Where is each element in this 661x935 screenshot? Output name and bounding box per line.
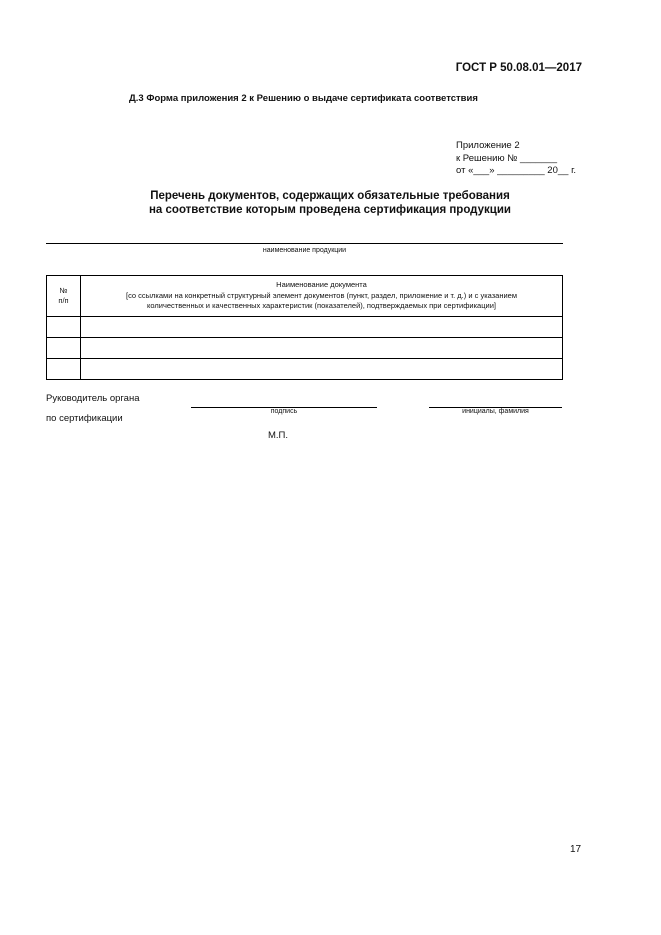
page-number: 17 [570, 844, 582, 855]
table-header-row [47, 276, 563, 317]
document-code: ГОСТ Р 50.08.01—2017 [455, 62, 582, 74]
title-line-2: на соответствие которым проведена сертификация продукции [148, 204, 511, 216]
title-line-1: Перечень документов, содержащих обязательные требования [150, 190, 510, 202]
row-number-cell[interactable] [47, 317, 81, 338]
row-document-cell[interactable] [81, 338, 563, 359]
product-name-line [46, 243, 563, 244]
appendix-line-1: Приложение 2 [456, 140, 520, 151]
table-row [47, 359, 563, 380]
appendix-block [456, 140, 576, 178]
table-row [47, 317, 563, 338]
stamp-placeholder: М.П. [268, 430, 289, 441]
documents-table [46, 275, 563, 380]
row-number-cell[interactable] [47, 338, 81, 359]
signatory-role-line-2: по сертификации [46, 413, 123, 424]
row-document-cell[interactable] [81, 359, 563, 380]
appendix-line-3: от «___» _________ 20__ г. [456, 165, 577, 177]
appendix-line-2: к Решению № _______ [456, 152, 558, 164]
name-caption: инициалы, фамилия [462, 408, 529, 415]
row-number-cell[interactable] [47, 359, 81, 380]
section-title: Д.3 Форма приложения 2 к Решению о выдаче сертификата соответствия [129, 93, 478, 104]
signatory-role-line-1: Руководитель органа [46, 393, 140, 404]
table-row [47, 338, 563, 359]
page-title [60, 189, 600, 217]
column-header-document: Наименование документа [со ссылками на конкретный структурный элемент документов (пункт, раздел, приложение и т. д.) и с указанием количественных и качественных характеристик (показателей), подтверждаемых при сертификации] [81, 276, 563, 317]
signature-caption: подпись [270, 408, 298, 415]
row-document-cell[interactable] [81, 317, 563, 338]
column-header-number: № п/п [47, 276, 81, 317]
product-name-caption: наименование продукции [262, 247, 347, 254]
